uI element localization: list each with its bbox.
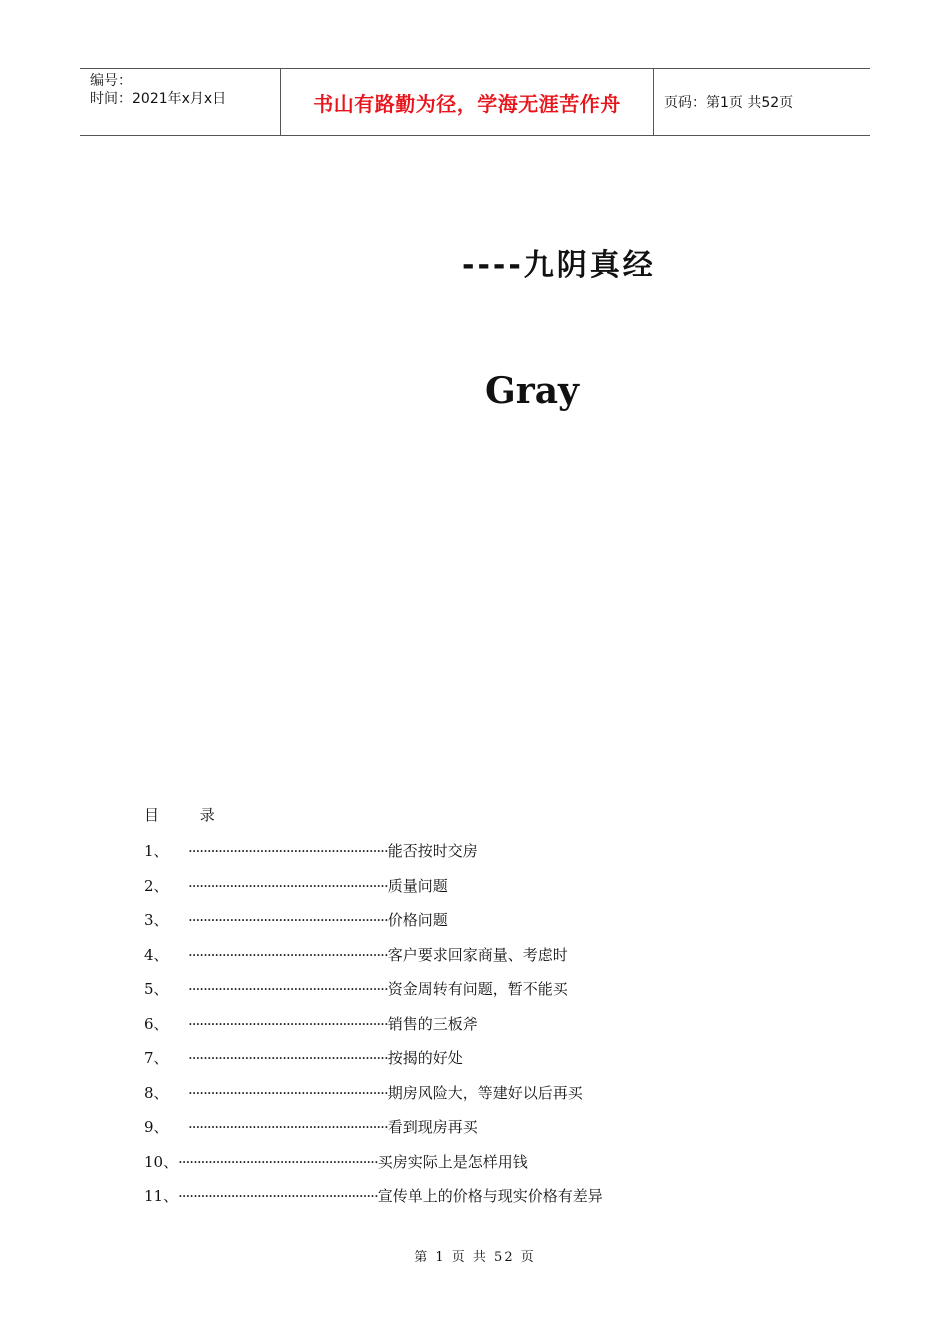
toc-item-leader: ····················································· [188,1118,388,1136]
page-header [80,68,870,136]
toc-item-leader: ····················································· [188,842,388,860]
toc-item-label: 客户要求回家商量、考虑时 [387,945,568,964]
toc-item-number: 7、 [144,1049,169,1067]
page-footer: 第 1 页 共 52 页 [414,1250,536,1265]
toc-item[interactable] [144,869,824,904]
toc-item-number: 6、 [144,1014,169,1033]
toc-item-label: 期房风险大，等建好以后再买 [387,1083,583,1102]
toc-item-leader: ····················································· [188,876,388,895]
toc-item-number: 3、 [144,911,169,929]
toc-item-number: 8、 [144,1083,169,1102]
toc-item-number: 1、 [144,842,169,860]
toc-item-number: 11、 [144,1187,179,1205]
toc-item-leader: ····················································· [188,945,388,964]
header-motto: 书山有路勤为径，学海无涯苦作舟 [281,69,654,135]
toc-item-label: 资金周转有问题，暂不能买 [387,980,568,998]
toc-item-number: 5、 [144,980,169,998]
toc-item-label: 质量问题 [387,876,448,895]
document-subtitle: ----九阴真经 [462,248,656,283]
toc-item[interactable] [144,834,824,869]
toc-heading: 目 录 [144,806,233,824]
toc-item[interactable] [144,1076,824,1111]
toc-item-label: 宣传单上的价格与现实价格有差异 [377,1187,603,1205]
header-meta-cell [80,69,281,135]
toc-item[interactable] [144,1007,824,1042]
toc-item-leader: ····················································· [188,911,388,929]
toc-item-label: 价格问题 [387,911,448,929]
toc-item-number: 2、 [144,876,169,895]
toc-item-number: 4、 [144,945,169,964]
toc-item-label: 按揭的好处 [387,1049,463,1067]
toc-item[interactable] [144,938,824,973]
toc-item-number: 10、 [144,1152,179,1171]
toc-item[interactable] [144,1145,824,1180]
toc-item[interactable] [144,903,824,938]
toc-item-leader: ····················································· [188,980,388,998]
toc-item-leader: ····················································· [188,1083,388,1102]
toc-item-label: 买房实际上是怎样用钱 [377,1152,528,1171]
toc-item[interactable] [144,1041,824,1076]
toc-item-label: 看到现房再买 [387,1118,478,1136]
document-number-label: 编号： [90,73,132,89]
toc-item[interactable] [144,1179,824,1214]
table-of-contents [144,800,824,1214]
header-page-info: 页码：第1页 共52页 [664,95,794,111]
toc-item-leader: ····················································· [178,1187,378,1205]
toc-item-number: 9、 [144,1118,169,1136]
toc-item[interactable] [144,1110,824,1145]
document-time-label: 时间：2021年x月x日 [90,91,227,107]
toc-item-label: 能否按时交房 [387,842,478,860]
toc-item-leader: ····················································· [178,1152,378,1171]
toc-item-leader: ····················································· [188,1014,388,1033]
toc-item[interactable] [144,972,824,1007]
document-title: Gray [485,370,579,412]
toc-list [144,834,824,1214]
toc-item-leader: ····················································· [188,1049,388,1067]
toc-item-label: 销售的三板斧 [387,1014,478,1033]
